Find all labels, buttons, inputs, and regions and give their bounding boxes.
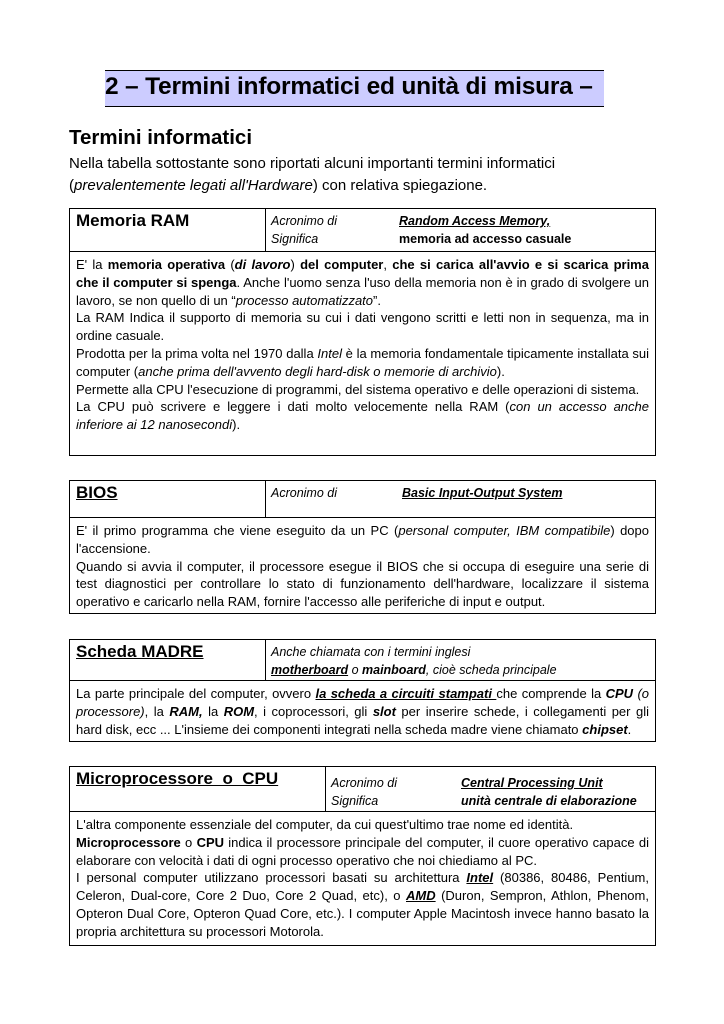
text: (o processore) — [76, 686, 650, 719]
ram-meaning-label: Significa — [271, 232, 319, 246]
cpu-meaning-value: unità centrale di elaborazione — [461, 794, 637, 808]
cpu-card-name: Microprocessore o CPU — [70, 767, 326, 811]
text: Microprocessore — [76, 834, 181, 850]
text: . Anche l'uomo senza l'uso della memoria non è in grado di svolgere un lavoro, se non quello di un “ — [76, 274, 650, 308]
text: ”. — [373, 292, 381, 308]
ram-paragraph-5 — [76, 398, 649, 434]
text: ) dopo l'accensione. — [76, 523, 649, 556]
text: ROM — [223, 703, 255, 719]
text: con un accesso anche inferiore ai 12 nanosecondi — [76, 399, 649, 433]
ram-card — [69, 208, 656, 456]
text: anche prima dell'avvento degli hard-disk o memorie di archivio — [138, 363, 497, 379]
madre-card-header — [70, 640, 655, 681]
ram-acronym-label: Acronimo di — [271, 214, 337, 228]
madre-info-line-1: Anche chiamata con i termini inglesi — [271, 645, 471, 659]
text: La parte principale del computer, ovvero — [76, 686, 316, 701]
page-title-banner — [105, 70, 604, 107]
ram-paragraph-1 — [76, 256, 649, 309]
text: la scheda a circuiti stampati — [315, 686, 497, 701]
cpu-acronym-value: Central Processing Unit — [461, 776, 603, 790]
ram-acronym-value: Random Access Memory, — [399, 214, 551, 228]
ram-card-info — [266, 209, 655, 251]
section-title: Termini informatici — [69, 126, 253, 149]
text: è la memoria fondamentale tipicamente installata sui computer ( — [76, 345, 649, 379]
text: (80386, 80486, Pentium, Celeron, Dual-core, Core 2 Duo, Core 2 Quad, etc), o — [76, 870, 649, 904]
ram-paragraph-4: Permette alla CPU l'esecuzione di programmi, del sistema operativo e delle operazioni di sistema. — [76, 381, 640, 397]
bios-card-header — [70, 481, 655, 518]
intro-line-1: Nella tabella sottostante sono riportati alcuni importanti termini informatici — [69, 155, 556, 172]
text: Intel — [317, 345, 342, 361]
cpu-meaning-label: Significa — [331, 794, 379, 808]
text: , — [383, 257, 393, 272]
cpu-card-body — [70, 812, 655, 946]
text: del computer — [300, 257, 384, 272]
cpu-paragraph-3 — [76, 869, 649, 940]
intro-italic: prevalentemente legati all'Hardware — [74, 177, 313, 194]
ram-card-name: Memoria RAM — [70, 209, 266, 251]
intro-open: ( — [69, 177, 74, 194]
cpu-card-header — [70, 767, 655, 812]
text: AMD — [406, 888, 436, 904]
madre-card-name: Scheda MADRE — [70, 640, 266, 680]
ram-paragraph-2: La RAM Indica il supporto di memoria su cui i dati vengono scritti e letti non in sequenza, ma in ordine casuale. — [76, 310, 649, 344]
page-title: 2 – Termini informatici ed unità di misura – — [105, 73, 593, 100]
text: che comprende la — [496, 686, 606, 701]
text: Prodotta per la prima volta nel 1970 dalla — [76, 345, 318, 361]
madre-card-info — [266, 640, 655, 680]
text: che si carica all'avvio e si scarica prima che il computer si spenga — [76, 257, 649, 290]
madre-info-mainboard: mainboard — [362, 663, 426, 677]
madre-card-body — [70, 681, 655, 743]
text: indica il processore principale del computer, il cuore operativo capace di elaborare con velocità i dati di ogni processo operativo che noi chiediamo al PC. — [76, 834, 649, 868]
text: ) — [290, 257, 301, 272]
cpu-acronym-label: Acronimo di — [331, 776, 397, 790]
text: ( — [225, 257, 235, 272]
cpu-card-info — [326, 771, 655, 811]
text: CPU — [605, 686, 634, 701]
text: , cioè scheda principale — [425, 663, 557, 677]
text: personal computer, IBM compatibile — [398, 523, 611, 538]
text: . — [627, 721, 632, 737]
text: di lavoro — [234, 257, 291, 272]
ram-card-body — [70, 252, 655, 439]
bios-paragraph-1 — [76, 522, 649, 558]
ram-paragraph-3 — [76, 345, 649, 381]
text: , la — [144, 703, 170, 719]
cpu-paragraph-1: L'altra componente essenziale del computer, da cui quest'ultimo trae nome ed identità. — [76, 817, 574, 832]
text: memoria operativa — [107, 257, 226, 272]
madre-paragraph — [76, 685, 649, 738]
cpu-paragraph-2 — [76, 834, 649, 870]
bios-card-name: BIOS — [70, 481, 266, 517]
section-intro — [69, 153, 659, 197]
text: I personal computer utilizzano processori basati su architettura — [76, 870, 467, 886]
cpu-card — [69, 766, 656, 946]
text: CPU — [196, 834, 225, 850]
text: per inserire schede, i collegamenti per gli hard disk, ecc ... L'insieme dei componenti integrati nella scheda madre viene chiamato — [76, 703, 649, 737]
bios-acronym-value: Basic Input-Output System — [402, 486, 563, 500]
bios-acronym-label: Acronimo di — [271, 486, 337, 500]
ram-card-header — [70, 209, 655, 252]
text: la — [202, 703, 224, 719]
text: La CPU può scrivere e leggere i dati molto velocemente nella RAM ( — [76, 399, 510, 415]
text: RAM, — [169, 703, 203, 719]
text: ). — [496, 363, 505, 379]
text: (Duron, Sempron, Athlon, Phenom, Opteron Dual Core, Opteron Quad Core, etc.). I computer Apple Macintosh invece hanno basato la propria architettura su processori Motorola. — [76, 888, 649, 939]
text: Intel — [466, 870, 494, 886]
bios-card-info — [266, 481, 655, 517]
bios-card-body — [70, 518, 655, 616]
text: o — [180, 834, 197, 850]
madre-info-motherboard: motherboard — [271, 663, 349, 677]
text: , i coprocessori, gli — [254, 703, 373, 719]
text: o — [348, 663, 362, 677]
text: E' il primo programma che viene eseguito da un PC ( — [76, 523, 399, 538]
bios-paragraph-2: Quando si avvia il computer, il processore esegue il BIOS che si occupa di eseguire una serie di test diagnostici per controllare lo stato di funzionamento dell'hardware, localizzare il sistema operativo e caricarlo nella RAM, fornire l'accesso alle periferiche di input e output. — [76, 558, 649, 610]
text: chipset — [582, 721, 628, 737]
bios-card — [69, 480, 656, 614]
intro-close: ) con relativa spiegazione. — [312, 177, 488, 194]
text: E' la — [76, 257, 108, 272]
madre-card — [69, 639, 656, 742]
text: slot — [372, 703, 396, 719]
text: processo automatizzato — [235, 292, 374, 308]
ram-meaning-value: memoria ad accesso casuale — [399, 232, 572, 246]
text: ). — [232, 417, 241, 433]
